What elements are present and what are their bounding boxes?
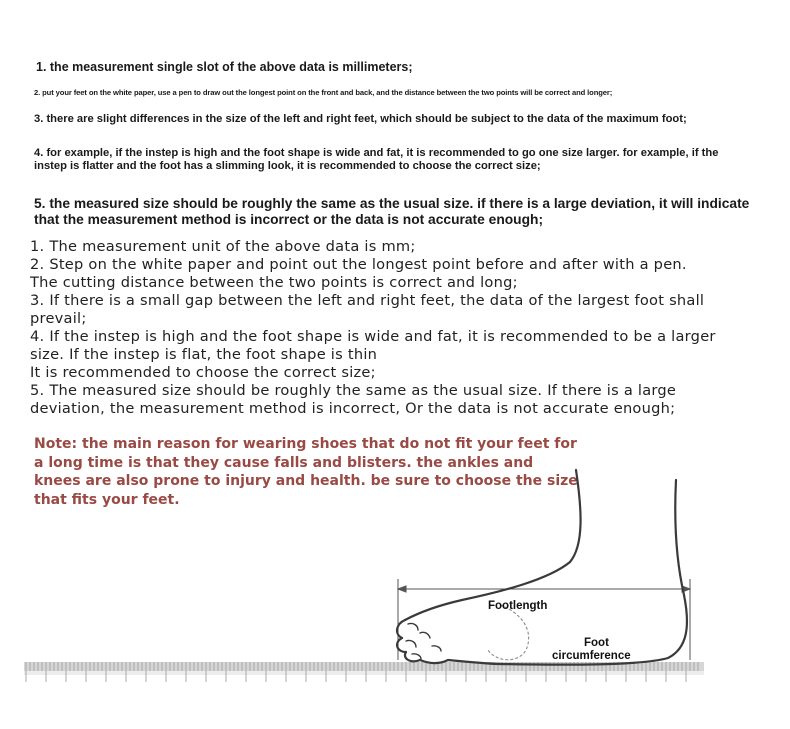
instruction-line: 1. The measurement unit of the above data is mm; [30, 238, 416, 255]
warning-note: Note: the main reason for wearing shoes that do not fit your feet for a long time is that they cause falls and blisters. the ankles and knees are also prone to injury and health. be sure to choose the size that fits your feet. [34, 436, 578, 508]
circumference-loop [488, 605, 529, 660]
note-line-3: 3. there are slight differences in the size of the left and right feet, which should be subject to the data of the maximum foot; [34, 113, 687, 125]
footlength-arrow [398, 579, 690, 660]
instruction-line: It is recommended to choose the correct size; [30, 364, 376, 381]
instruction-line: 4. If the instep is high and the foot shape is wide and fat, it is recommended to be a larger [30, 328, 716, 345]
instruction-line: 5. The measured size should be roughly the same as the usual size. If there is a large [30, 382, 677, 399]
note-line-2: 2. put your feet on the white paper, use a pen to draw out the longest point on the front and back, and the distance between the two points will be correct and longer; [34, 88, 613, 97]
circumference-label-bottom: circumference [552, 650, 631, 662]
instruction-line: 2. Step on the white paper and point out the longest point before and after with a pen. [30, 256, 687, 273]
note-line-4: 4. for example, if the instep is high and the foot shape is wide and fat, it is recommended to go one size larger. for example, if the instep is flatter and the foot has a slimming look, it is recommended to choose the correct size; [34, 147, 719, 172]
instruction-line: 3. If there is a small gap between the left and right feet, the data of the largest foot shall [30, 292, 705, 309]
note-line-1: 1. the measurement single slot of the above data is millimeters; [36, 60, 413, 74]
foot-outline [397, 470, 687, 665]
footlength-label: Footlength [488, 600, 548, 612]
instruction-line: size. If the instep is flat, the foot shape is thin [30, 346, 378, 363]
note-line-5: 5. the measured size should be roughly the same as the usual size. if there is a large deviation, it will indicate that the measurement method is incorrect or the data is not accurate enough; [34, 196, 750, 227]
instruction-line: The cutting distance between the two points is correct and long; [30, 274, 518, 291]
circumference-label-top: Foot [584, 637, 609, 649]
instruction-line: deviation, the measurement method is incorrect, Or the data is not accurate enough; [30, 400, 676, 417]
instruction-line: prevail; [30, 310, 87, 327]
